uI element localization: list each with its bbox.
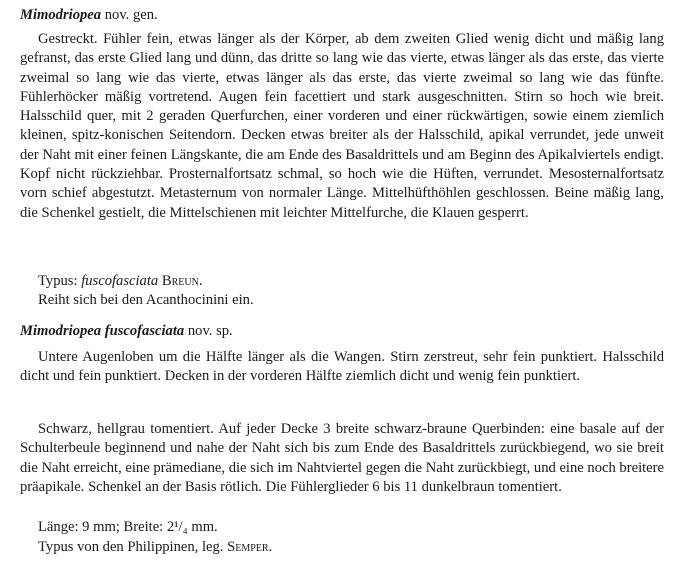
measurements: Länge: 9 mm; Breite: 2¹/₄ mm. <box>38 519 218 535</box>
species-status: nov. sp. <box>187 323 233 339</box>
locality-line <box>38 538 272 557</box>
genus-description: Gestreckt. Fühler fein, etwas länger als der Körper, ab dem zweiten Glied wenig dicht und mäßig lang gefranst, das erste Glied lang und dünn, das dritte so lang wie das vierte, etwas länger als das erste, das vierte zweimal so lang wie das vierte, etwas länger als das erste, das vierte zweimal so lang wie das fünfte. Fühlerhöcker mäßig vortretend. Augen fein facettiert und stark ausgeschnitten. Stirn so hoch wie breit. Halsschild quer, mit 2 geraden Querfurchen, einer vorderen und einer rückwärtigen, sowie einem ziemlich kleinen, spitz-konischen Seitendorn. Decken etwas breiter als der Halsschild, apikal verrundet, jede unweit der Naht mit einer feinen Längskante, die am Ende des Basaldrittels und am Beginn des Apikalviertels endigt. Kopf nicht rückziehbar. Prosternalfortsatz schmal, so hoch wie die Hüften, verrundet. Mesosternalfortsatz vorn schief abgestutzt. Metasternum von normaler Länge. Mittelhüfthöhlen geschlossen. Beine mäßig lang, die Schenkel gestielt, die Mittelschienen mit leichter Mittelfurche, die Klauen gesperrt. <box>20 31 664 221</box>
tribe-note: Reiht sich bei den Acanthocinini ein. <box>38 292 254 308</box>
locality-text: Typus von den Philippinen, leg. <box>38 539 224 555</box>
typus-label: Typus: <box>38 273 78 289</box>
typus-species: fuscofasciata <box>81 273 159 289</box>
species-paragraph-1: Untere Augenloben um die Hälfte länger als die Wangen. Stirn zerstreut, sehr fein punktiert. Halsschild dicht und fein punktiert. Decken in der vorderen Hälfte ziemlich dicht und wenig fein punktiert. <box>20 349 664 385</box>
species-paragraph-2: Schwarz, hellgrau tomentiert. Auf jeder Decke 3 breite schwarz-braune Querbinden: eine basale auf der Schulterbeule beginnend und nahe der Naht sich bis zum Ende des Basaldrittels zurückbiegend, wo sie breit die Naht erreicht, eine prämediane, die sich im Nahtviertel gegen die Naht zurückbiegt, und eine noch breitere präapikale. Schenkel an der Basis rötlich. Die Fühlerglieder 6 bis 11 dunkelbraun tomentiert. <box>20 421 664 495</box>
locality-collector: Semper. <box>227 539 273 555</box>
genus-name: Mimodriopea <box>20 7 102 23</box>
species-heading <box>20 322 233 340</box>
genus-status: nov. gen. <box>104 7 158 23</box>
genus-heading <box>20 6 158 24</box>
typus-line <box>38 272 202 291</box>
typus-author: Breun. <box>161 273 203 289</box>
species-name: Mimodriopea fuscofasciata <box>20 323 185 339</box>
